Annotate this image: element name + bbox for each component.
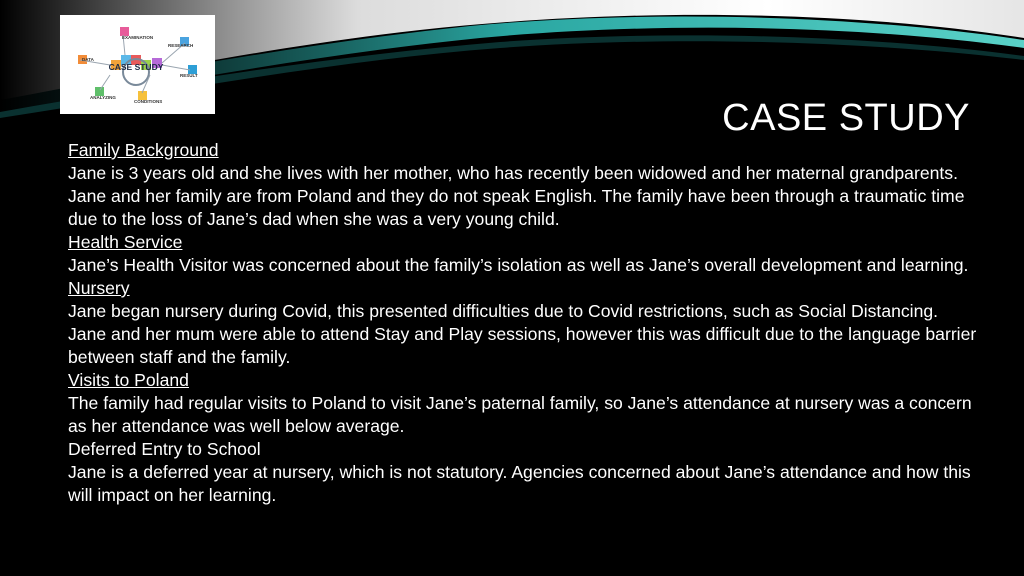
logo-center-text: CASE STUDY xyxy=(108,62,164,72)
logo-label: RESULT xyxy=(180,73,198,78)
section-text-nursery: Jane began nursery during Covid, this presented difficulties due to Covid restrictions, such as Social Distancing. Jane and her mum were able to attend Stay and Play sessions, however this was difficult due to the language barrier between staff and the family. xyxy=(68,301,977,367)
section-heading-visits-to-poland: Visits to Poland xyxy=(68,370,189,390)
logo-label: CONDITIONS xyxy=(134,99,163,104)
section-heading-deferred-entry: Deferred Entry to School xyxy=(68,439,261,459)
section-text-deferred-entry: Jane is a deferred year at nursery, which is not statutory. Agencies concerned about Jane’s attendance and how this will impact on her learning. xyxy=(68,462,971,505)
section-heading-family-background: Family Background xyxy=(68,140,219,160)
logo-label: DATA xyxy=(82,57,94,62)
section-heading-nursery: Nursery xyxy=(68,278,130,298)
section-text-family-background: Jane is 3 years old and she lives with her mother, who has recently been widowed and her maternal grandparents. Jane and her family are from Poland and they do not speak English. The family have been through a traumatic time due to the loss of Jane’s dad when she was a very young child. xyxy=(68,163,965,229)
section-heading-health-service: Health Service xyxy=(68,232,183,252)
logo-label: RESEARCH xyxy=(168,43,194,48)
section-text-health-service: Jane’s Health Visitor was concerned about the family’s isolation as well as Jane’s overall development and learning. xyxy=(68,255,969,275)
section-text-visits-to-poland: The family had regular visits to Poland to visit Jane’s paternal family, so Jane’s attendance at nursery was a concern as her attendance was well below average. xyxy=(68,393,972,436)
puzzle-illustration xyxy=(60,15,215,114)
logo-label: EXAMINATION xyxy=(122,35,154,40)
logo-label: ANALYZING xyxy=(90,95,116,100)
case-study-body xyxy=(68,139,978,507)
slide-title: CASE STUDY xyxy=(722,97,970,139)
case-study-logo-image xyxy=(60,15,215,114)
